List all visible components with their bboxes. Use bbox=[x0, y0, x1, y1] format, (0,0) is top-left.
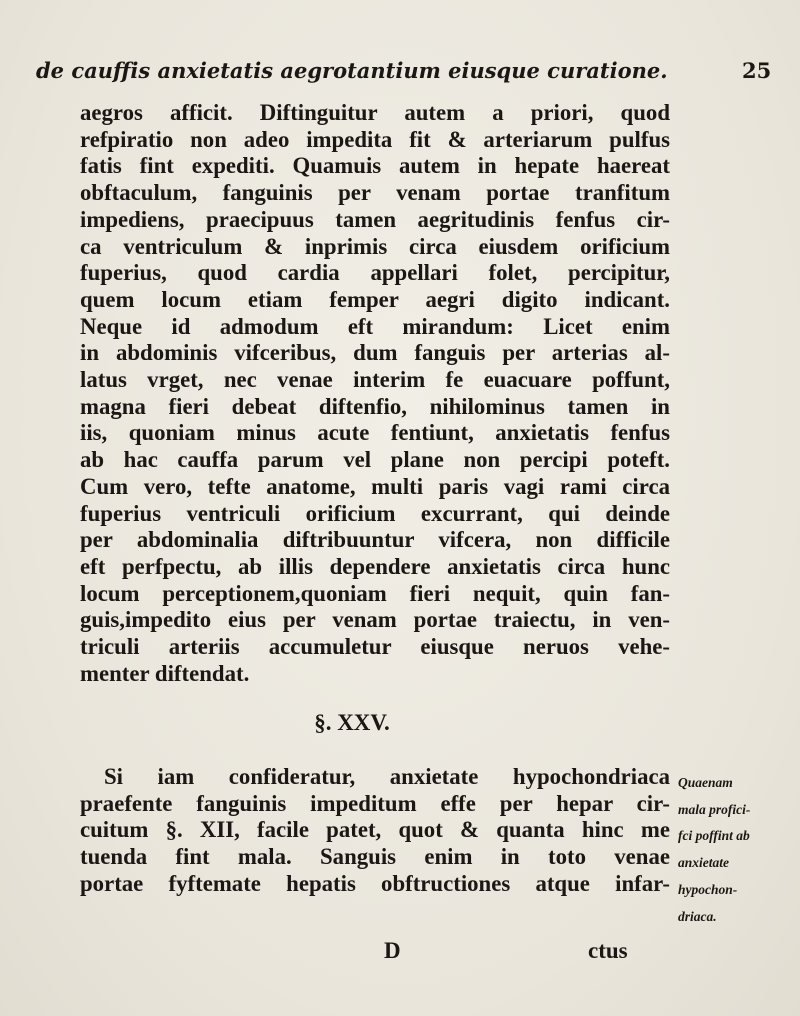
text-line: eft perfpectu, ab illis dependere anxietatis circa hunc bbox=[80, 553, 670, 579]
paragraph-1 bbox=[80, 100, 670, 687]
page-number: 25 bbox=[742, 58, 772, 83]
marginal-line: anxietate bbox=[678, 855, 729, 871]
text-line: portae fyftemate hepatis obftructiones atque infar- bbox=[80, 870, 670, 896]
text-line: ca ventriculum & inprimis circa eiusdem orificium bbox=[80, 233, 670, 259]
section-number: §. XXV. bbox=[314, 710, 390, 735]
text-line: guis,impedito eius per venam portae traiectu, in ven- bbox=[80, 607, 670, 633]
text-line: locum perceptionem,quoniam fieri nequit, quin fan- bbox=[80, 580, 670, 606]
text-line: magna fieri debeat diftenfio, nihilominus tamen in bbox=[80, 393, 670, 419]
text-line: ab hac cauffa parum vel plane non percipi poteft. bbox=[80, 447, 670, 473]
text-line: Si iam confideratur, anxietate hypochondriaca bbox=[104, 764, 670, 789]
signature-mark: D bbox=[384, 938, 401, 963]
text-line: per abdominalia diftribuuntur vifcera, non difficile bbox=[80, 527, 670, 553]
text-line: quem locum etiam femper aegri digito indicant. bbox=[80, 286, 670, 312]
text-line: obftaculum, fanguinis per venam portae tranfitum bbox=[80, 180, 670, 206]
text-line: praefente fanguinis impeditum effe per hepar cir- bbox=[80, 790, 670, 816]
section-heading bbox=[0, 710, 800, 736]
text-line: aegros afficit. Diftinguitur autem a priori, quod bbox=[80, 100, 670, 125]
text-line: fuperius ventriculi orificium excurrant, qui deinde bbox=[80, 500, 670, 526]
text-line: in abdominis vifceribus, dum fanguis per arterias al- bbox=[80, 340, 670, 366]
page-footer bbox=[0, 938, 800, 968]
text-line: iis, quoniam minus acute fentiunt, anxietatis fenfus bbox=[80, 420, 670, 446]
marginal-line: driaca. bbox=[678, 908, 717, 924]
text-line: triculi arteriis accumuletur eiusque neruos vehe- bbox=[80, 634, 670, 660]
text-line: tuenda fint mala. Sanguis enim in toto venae bbox=[80, 844, 670, 870]
text-line: Cum vero, tefte anatome, multi paris vagi rami circa bbox=[80, 473, 670, 499]
paragraph-2 bbox=[80, 764, 670, 898]
text-line: refpiratio non adeo impedita fit & arteriarum pulfus bbox=[80, 126, 670, 152]
marginal-line: fci poffint ab bbox=[678, 828, 750, 844]
text-line: cuitum §. XII, facile patet, quot & quanta hinc me bbox=[80, 817, 670, 843]
marginal-note bbox=[678, 770, 798, 930]
running-title: de cauffis anxietatis aegrotantium eiusque curatione. bbox=[36, 58, 668, 83]
marginal-line: hypochon- bbox=[678, 881, 738, 897]
text-line: impediens, praecipuus tamen aegritudinis fenfus cir- bbox=[80, 206, 670, 232]
text-line: fuperius, quod cardia appellari folet, percipitur, bbox=[80, 260, 670, 286]
text-line: latus vrget, nec venae interim fe euacuare poffunt, bbox=[80, 367, 670, 393]
marginal-line: mala profici- bbox=[678, 801, 751, 817]
text-line: Neque id admodum eft mirandum: Licet enim bbox=[80, 313, 670, 339]
catchword: ctus bbox=[588, 938, 628, 963]
text-line: menter diftendat. bbox=[80, 660, 250, 686]
text-line: fatis fint expediti. Quamuis autem in hepate haereat bbox=[80, 153, 670, 179]
marginal-line: Quaenam bbox=[678, 775, 733, 790]
page-header bbox=[36, 58, 776, 83]
